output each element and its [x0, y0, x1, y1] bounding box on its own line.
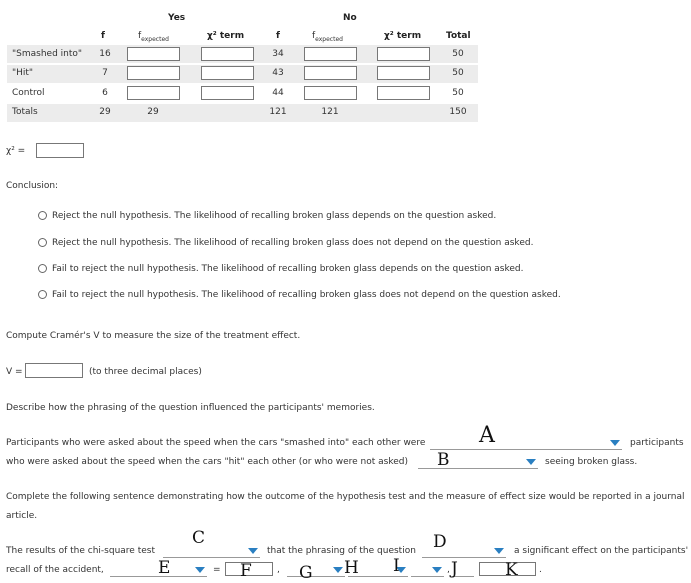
total-value: 50	[452, 88, 464, 98]
annotation-c: C	[192, 528, 206, 548]
no-x2-input[interactable]	[377, 47, 430, 61]
annotation-h: H	[344, 558, 359, 578]
col-f-yes: f	[101, 31, 105, 41]
conclusion-option-text: Reject the null hypothesis. The likelihood of recalling broken glass depends on the question asked.	[52, 211, 497, 221]
conclusion-radio[interactable]	[38, 238, 47, 247]
equals-sign: =	[213, 565, 221, 575]
total-value: 50	[452, 49, 464, 59]
chevron-down-icon	[610, 440, 620, 446]
annotation-k: K	[505, 560, 518, 580]
dropdown-b[interactable]	[418, 455, 538, 469]
chevron-down-icon	[526, 459, 536, 465]
row-label: "Hit"	[12, 68, 34, 78]
chevron-down-icon	[333, 567, 343, 573]
chi-square-input[interactable]	[36, 143, 84, 158]
conclusion-option-text: Reject the null hypothesis. The likelihood of recalling broken glass does not depend on the question asked.	[52, 238, 534, 248]
comma: ,	[277, 565, 280, 575]
annotation-i: I	[393, 556, 400, 576]
totals-no-expected: 121	[321, 107, 339, 117]
no-f-value: 43	[272, 68, 284, 78]
col-expected-yes: $f_{expected}$	[138, 31, 169, 43]
no-expected-input[interactable]	[304, 66, 357, 80]
sentence2-part4: recall of the accident,	[6, 565, 104, 575]
group-no-header: No	[343, 13, 357, 23]
totals-total: 150	[449, 107, 467, 117]
yes-x2-input[interactable]	[201, 86, 254, 100]
sentence1-part3: who were asked about the speed when the cars "hit" each other (or who were not asked)	[6, 457, 408, 467]
v-hint: (to three decimal places)	[89, 367, 202, 377]
no-expected-input[interactable]	[304, 86, 357, 100]
yes-expected-input[interactable]	[127, 86, 180, 100]
conclusion-option-text: Fail to reject the null hypothesis. The likelihood of recalling broken glass depends on the question asked.	[52, 264, 524, 274]
annotation-d: D	[433, 532, 447, 552]
totals-label: Totals	[12, 107, 38, 117]
yes-expected-input[interactable]	[127, 47, 180, 61]
annotation-e: E	[158, 558, 171, 578]
col-total: Total	[446, 31, 471, 41]
yes-x2-input[interactable]	[201, 66, 254, 80]
totals-yes-expected: 29	[147, 107, 159, 117]
no-f-value: 34	[272, 49, 284, 59]
no-x2-input[interactable]	[377, 66, 430, 80]
no-expected-input[interactable]	[304, 47, 357, 61]
chi-square-label: χ² =	[6, 146, 26, 156]
col-f-no: f	[276, 31, 280, 41]
v-label: V =	[6, 367, 23, 377]
sentence1-part2: participants	[630, 438, 684, 448]
dropdown-c[interactable]	[163, 544, 260, 558]
conclusion-option-text: Fail to reject the null hypothesis. The likelihood of recalling broken glass does not depend on the question asked.	[52, 290, 561, 300]
yes-f-value: 6	[102, 88, 108, 98]
complete-prompt-line2: article.	[6, 511, 38, 521]
conclusion-radio[interactable]	[38, 264, 47, 273]
comma: ,	[447, 565, 450, 575]
annotation-b: B	[437, 450, 450, 470]
row-bg	[7, 104, 478, 122]
annotation-g: G	[299, 563, 313, 583]
yes-f-value: 7	[102, 68, 108, 78]
yes-x2-input[interactable]	[201, 47, 254, 61]
complete-prompt-line1: Complete the following sentence demonstrating how the outcome of the hypothesis test and the measure of effect size would be reported in a journal	[6, 492, 685, 502]
totals-no-f: 121	[269, 107, 287, 117]
sentence2-part2: that the phrasing of the question	[267, 546, 416, 556]
dropdown-a[interactable]	[430, 436, 622, 450]
totals-yes-f: 29	[99, 107, 111, 117]
col-x2-no: χ² term	[384, 31, 422, 41]
cramer-prompt: Compute Cramér's V to measure the size of the treatment effect.	[6, 331, 301, 341]
row-label: Control	[12, 88, 45, 98]
dropdown-i[interactable]	[411, 563, 444, 577]
conclusion-radio[interactable]	[38, 211, 47, 220]
chevron-down-icon	[248, 548, 258, 554]
annotation-a: A	[479, 423, 495, 448]
cramer-v-input[interactable]	[25, 363, 83, 378]
yes-expected-input[interactable]	[127, 66, 180, 80]
sentence1-part1: Participants who were asked about the speed when the cars "smashed into" each other were	[6, 438, 426, 448]
chevron-down-icon	[432, 567, 442, 573]
col-x2-yes: χ² term	[207, 31, 245, 41]
no-f-value: 44	[272, 88, 284, 98]
describe-prompt: Describe how the phrasing of the question influenced the participants' memories.	[6, 403, 375, 413]
conclusion-radio[interactable]	[38, 290, 47, 299]
yes-f-value: 16	[99, 49, 111, 59]
chevron-down-icon	[494, 548, 504, 554]
period: .	[539, 565, 542, 575]
sentence1-part4: seeing broken glass.	[545, 457, 638, 467]
sentence2-part3: a significant effect on the participants'	[514, 546, 689, 556]
dropdown-g[interactable]	[287, 563, 345, 577]
col-expected-no: $f_{expected}$	[312, 31, 343, 43]
no-x2-input[interactable]	[377, 86, 430, 100]
chevron-down-icon	[195, 567, 205, 573]
annotation-j: J	[451, 559, 458, 579]
total-value: 50	[452, 68, 464, 78]
group-yes-header: Yes	[168, 13, 186, 23]
annotation-f: F	[240, 561, 252, 581]
conclusion-label: Conclusion:	[6, 181, 59, 191]
sentence2-part1: The results of the chi-square test	[6, 546, 155, 556]
row-label: "Smashed into"	[12, 49, 83, 59]
